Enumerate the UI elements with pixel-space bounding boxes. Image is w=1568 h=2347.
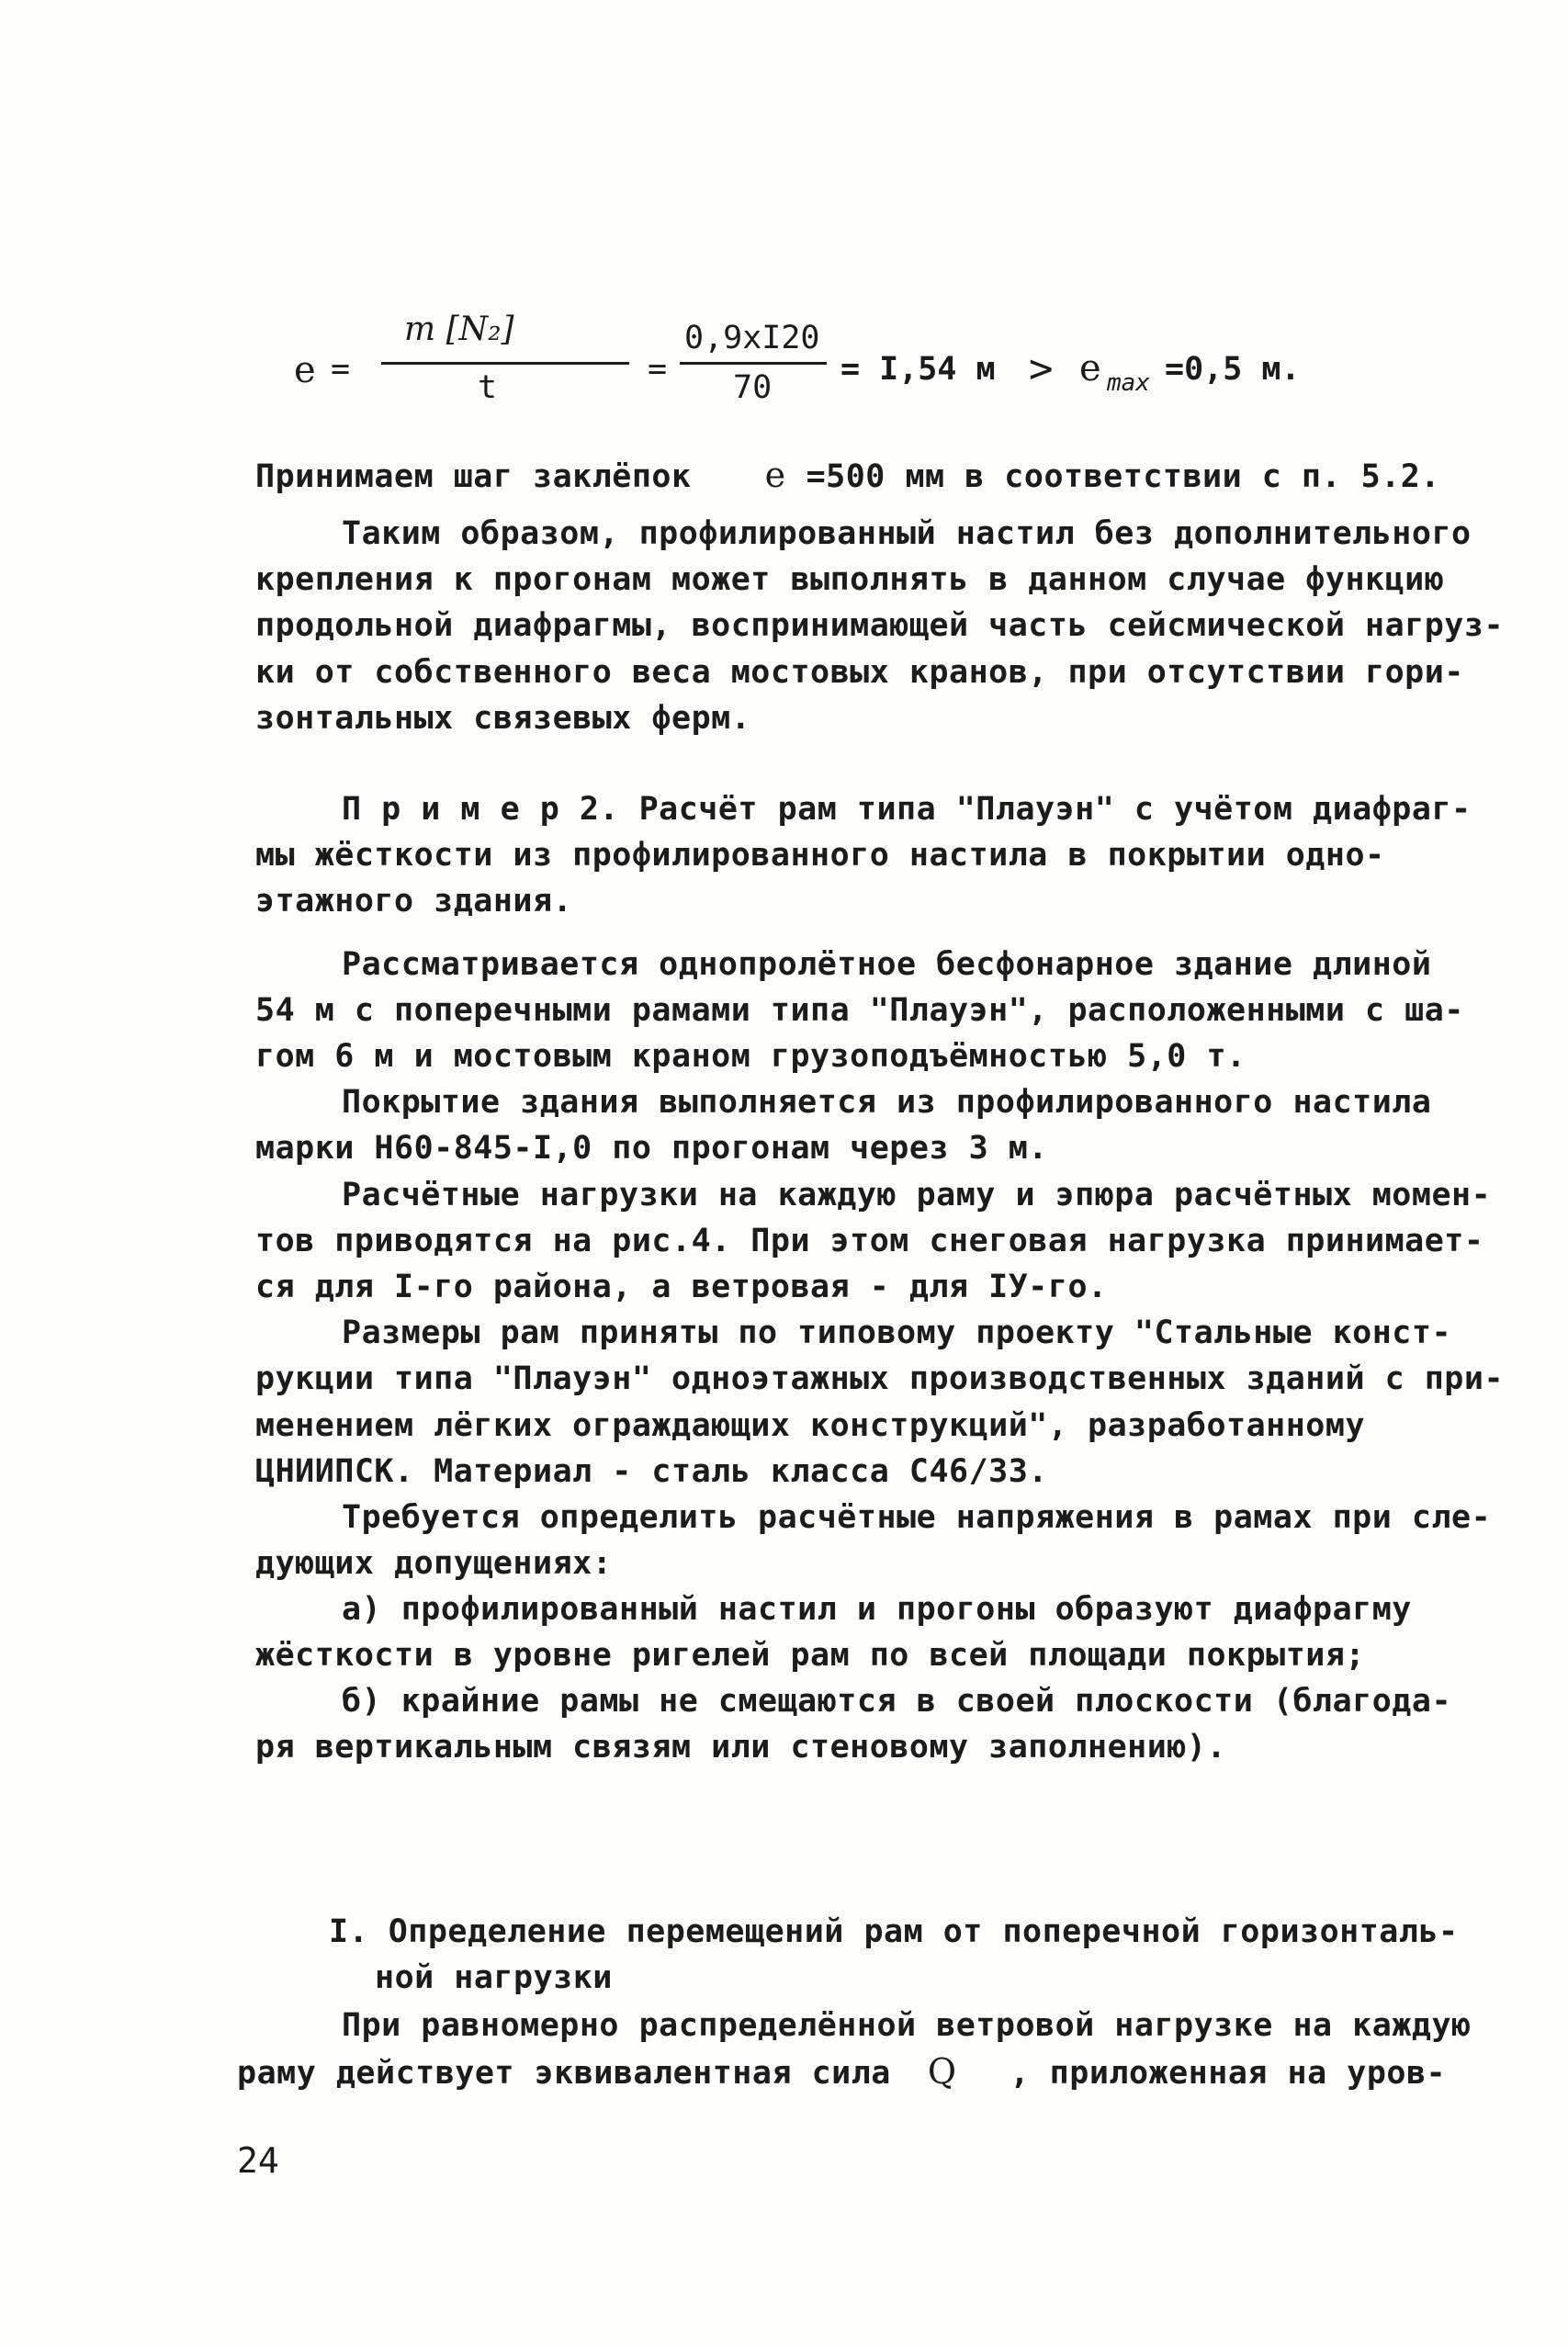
paragraph-2-line: Рассматривается однопролётное бесфонарное здание длиной (342, 946, 1432, 983)
paragraph-7-text-before: раму действует эквивалентная сила (237, 2055, 891, 2092)
item-b-line: ря вертикальным связям или стеновому заполнению). (255, 1729, 1227, 1766)
paragraph-4-line: тов приводятся на рис.4. При этом снеговая нагрузка принимает- (255, 1223, 1484, 1259)
formula-gt: > (1029, 345, 1054, 392)
item-a-line: а) профилированный настил и прогоны образуют диафрагму (342, 1591, 1412, 1628)
paragraph-2-line: гом 6 м и мостовым краном грузоподъёмностью 5,0 т. (255, 1038, 1247, 1075)
example-2-line: П р и м е р 2. Расчёт рам типа "Плауэн" с учётом диафраг- (342, 791, 1472, 828)
paragraph-4-line: ся для I-го района, а ветровая - для IУ-го. (255, 1269, 1108, 1305)
example-2-line: этажного здания. (255, 883, 573, 920)
paragraph-1-line: зонтальных связевых ферм. (255, 700, 751, 737)
spacing-formula (294, 303, 1442, 432)
paragraph-2-line: 54 м с поперечными рамами типа "Плауэн", расположенными с ша- (255, 992, 1464, 1029)
paragraph-1-line: крепления к прогонам может выполнять в данном случае функцию (255, 561, 1445, 598)
section-1-heading-line: I. Определение перемещений рам от поперечной горизонталь- (329, 1913, 1459, 1950)
formula-den2: 70 (733, 369, 773, 406)
paragraph-3-line: марки Н60-845-I,0 по прогонам через 3 м. (255, 1130, 1048, 1167)
fraction-bar-1 (381, 362, 629, 365)
example-2-line: мы жёсткости из профилированного настила в покрытии одно- (255, 837, 1385, 874)
rivet-step-line (255, 452, 1440, 500)
formula-eq1: = (331, 351, 351, 388)
paragraph-7-line: При равномерно распределённой ветровой нагрузке на каждую (342, 2007, 1472, 2044)
force-symbol: Q (927, 2051, 957, 2092)
paragraph-6-line: Требуется определить расчётные напряжения в рамах при сле- (342, 1499, 1492, 1536)
fraction-bar-2 (680, 362, 827, 365)
paragraph-5-line: Размеры рам приняты по типовому проекту "Стальные конст- (342, 1315, 1452, 1351)
formula-emax-sub: max (1107, 369, 1150, 397)
paragraph-3-line: Покрытие здания выполняется из профилированного настила (342, 1084, 1432, 1121)
formula-den1: t (478, 369, 498, 406)
formula-lhs: e (294, 349, 316, 391)
formula-emax: e (1079, 347, 1101, 389)
formula-emax-val: =0,5 м. (1165, 351, 1301, 388)
formula-result: = I,54 м (840, 351, 996, 388)
paragraph-5-line: рукции типа "Плауэн" одноэтажных производственных зданий с при- (255, 1360, 1505, 1397)
page-number: 24 (237, 2140, 279, 2181)
step-text-before: Принимаем шаг заклёпок (255, 458, 692, 495)
paragraph-7-text-after: , приложенная на уров- (1010, 2055, 1447, 2092)
section-1-heading-line: ной нагрузки (375, 1959, 613, 1996)
step-symbol: e (764, 455, 786, 495)
formula-num2: 0,9xI20 (684, 320, 820, 356)
formula-num1: m [N₂] (404, 310, 514, 348)
paragraph-7-line (237, 2048, 1446, 2096)
paragraph-1-line: продольной диафрагмы, воспринимающей часть сейсмической нагруз- (255, 607, 1505, 644)
paragraph-1-line: Таким образом, профилированный настил без дополнительного (342, 515, 1472, 552)
paragraph-5-line: менением лёгких ограждающих конструкций", разработанному (255, 1407, 1366, 1444)
paragraph-1-line: ки от собственного веса мостовых кранов, при отсутствии гори- (255, 654, 1464, 691)
paragraph-5-line: ЦНИИПСК. Материал - сталь класса С46/33. (255, 1453, 1048, 1490)
item-b-line: б) крайние рамы не смещаются в своей плоскости (благода- (342, 1683, 1452, 1720)
step-text-after: =500 мм в соответствии с п. 5.2. (806, 458, 1440, 495)
paragraph-6-line: дующих допущениях: (255, 1545, 613, 1582)
item-a-line: жёсткости в уровне ригелей рам по всей площади покрытия; (255, 1637, 1366, 1674)
paragraph-4-line: Расчётные нагрузки на каждую раму и эпюра расчётных момен- (342, 1177, 1492, 1213)
formula-eq2: = (648, 351, 668, 388)
